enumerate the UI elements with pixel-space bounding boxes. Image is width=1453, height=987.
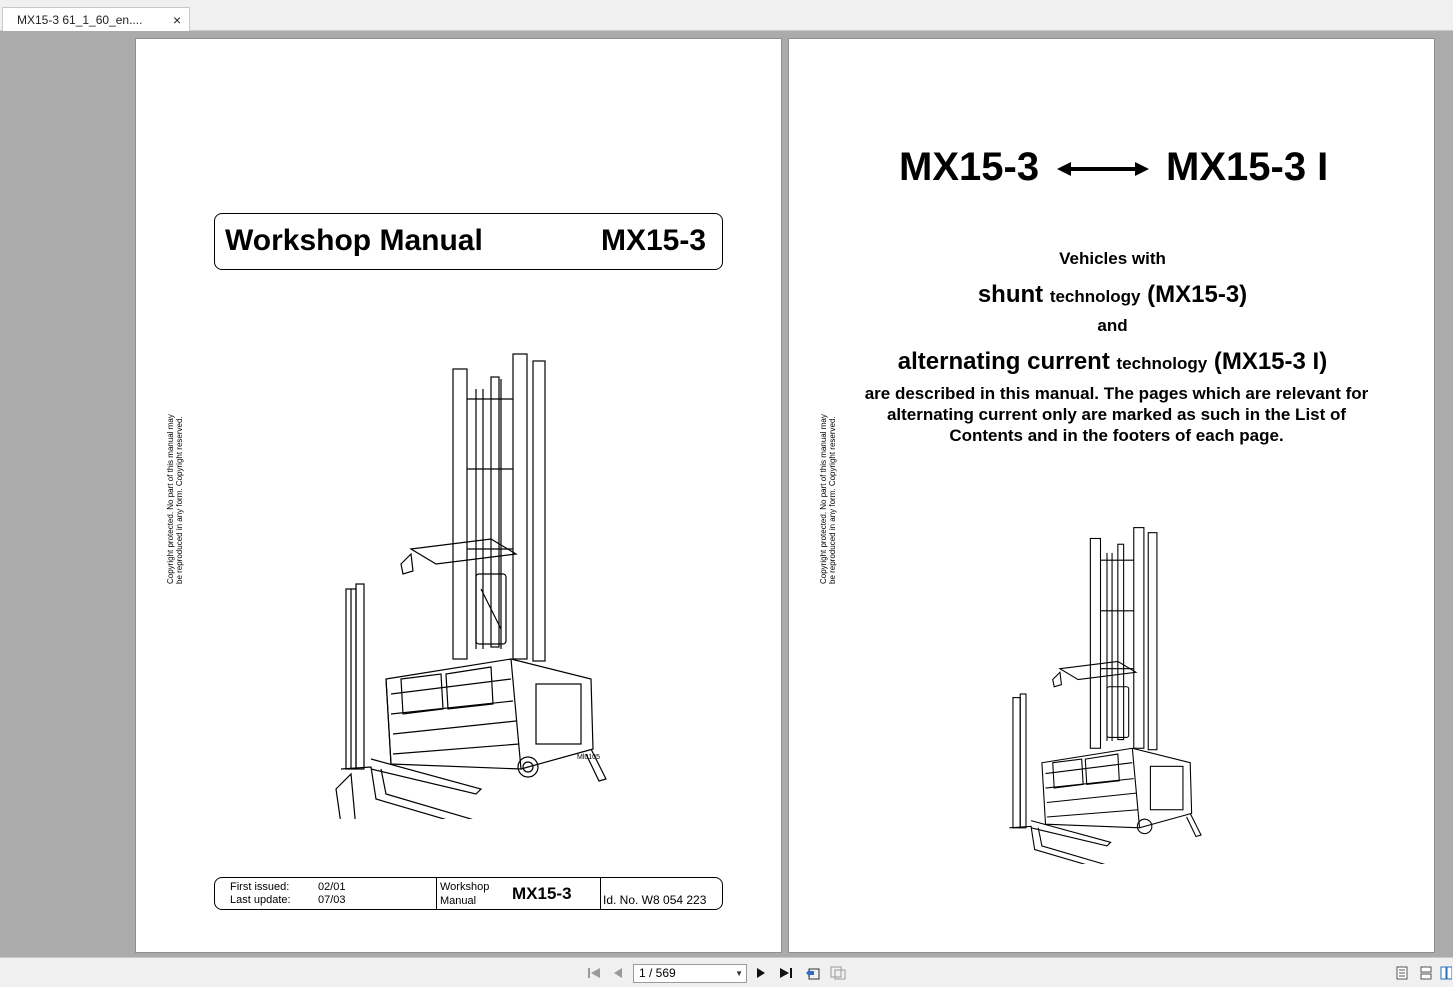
title-box: [214, 213, 723, 270]
first-issued-label: First issued:: [230, 881, 290, 893]
shunt-line: [789, 281, 1436, 309]
ac-line: [789, 348, 1436, 376]
shunt-model: (MX15-3): [1147, 281, 1248, 308]
technology-text: technology: [1116, 354, 1208, 373]
document-viewer[interactable]: [0, 32, 1453, 957]
id-number: Id. No. W8 054 223: [603, 893, 707, 907]
technology-text: technology: [1049, 287, 1141, 306]
shunt-text: shunt: [977, 281, 1044, 308]
tab-bar: [0, 0, 1453, 31]
model-right: MX15-3 I: [1166, 145, 1329, 189]
double-arrow-icon: [1057, 161, 1149, 177]
copyright-note: Copyright protected. No part of this manual may be reproduced in any form. Copyright reserved.: [819, 414, 837, 584]
last-update-value: 07/03: [318, 894, 346, 906]
tab-title: MX15-3 61_1_60_en....: [17, 12, 143, 27]
document-tab[interactable]: [2, 7, 190, 31]
manual-model: MX15-3: [600, 224, 706, 257]
close-icon[interactable]: ×: [173, 11, 182, 28]
vehicles-with: Vehicles with: [1059, 249, 1166, 268]
forklift-illustration: [1002, 524, 1212, 864]
navigation-toolbar: [0, 957, 1453, 987]
footer-divider: [600, 878, 601, 909]
page-1: [135, 38, 782, 953]
description: are described in this manual. The pages which are relevant for alternating current only are marked as such in the List of Contents and in the footers of each page.: [864, 384, 1369, 445]
go-back-icon[interactable]: [803, 964, 821, 982]
footer-model: MX15-3: [512, 884, 572, 903]
last-update-label: Last update:: [230, 894, 291, 906]
copyright-note: Copyright protected. No part of this manual may be reproduced in any form. Copyright reserved.: [166, 414, 184, 584]
model-headline: [789, 145, 1436, 193]
continuous-view-icon[interactable]: [1417, 964, 1435, 982]
previous-page-icon[interactable]: [609, 964, 627, 982]
forklift-illustration: [331, 349, 621, 819]
ac-model: (MX15-3 I): [1213, 348, 1328, 375]
chevron-down-icon[interactable]: ▼: [735, 969, 743, 978]
two-page-view-icon[interactable]: [1439, 964, 1453, 982]
last-page-icon[interactable]: [777, 964, 795, 982]
page-number-input[interactable]: [633, 964, 747, 983]
first-issued-value: 02/01: [318, 881, 346, 893]
next-page-icon[interactable]: [752, 964, 770, 982]
and-text: and: [1097, 316, 1128, 335]
alternating-text: alternating current: [897, 348, 1110, 375]
page-2: [788, 38, 1435, 953]
first-page-icon[interactable]: [585, 964, 603, 982]
model-left: MX15-3: [899, 145, 1040, 189]
manual-title: Workshop Manual: [225, 224, 483, 257]
single-page-view-icon[interactable]: [1393, 964, 1411, 982]
footer-box: [214, 877, 723, 910]
footer-divider: [436, 878, 437, 909]
manual-type-line2: Manual: [440, 895, 477, 907]
go-forward-icon[interactable]: [829, 964, 847, 982]
page-number-value: 1 / 569: [639, 966, 676, 980]
illustration-label: Ml0105: [577, 754, 600, 761]
manual-type-line1: Workshop: [440, 881, 490, 893]
